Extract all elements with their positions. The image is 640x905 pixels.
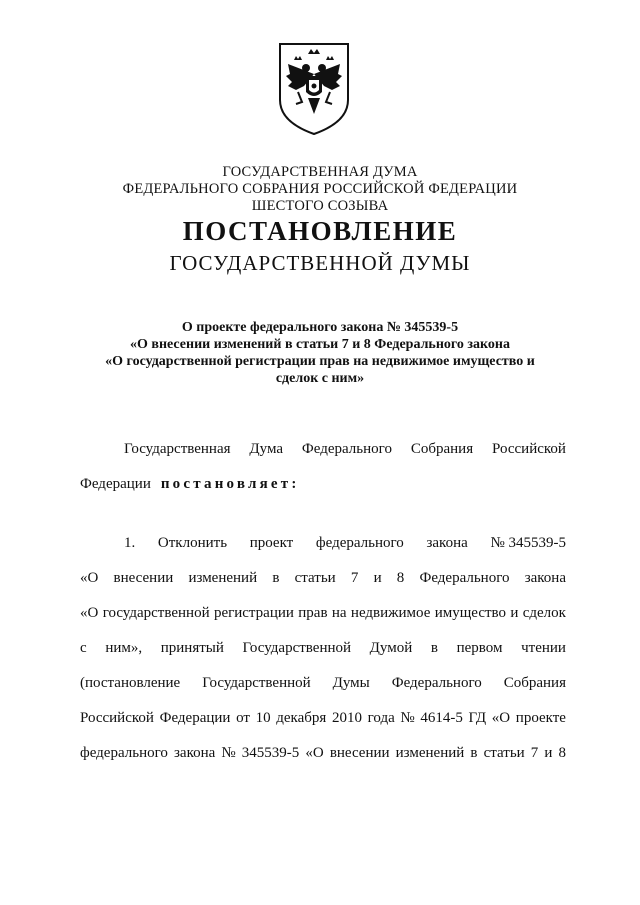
word: 4614-5 (420, 710, 463, 726)
word: изменений (188, 570, 258, 586)
word: № (400, 710, 415, 726)
word: 8 (558, 745, 566, 761)
word: 345539-5 (241, 745, 300, 761)
preamble-line-2 (80, 476, 566, 493)
word: регистрации (213, 605, 294, 621)
word: Собрания (410, 441, 474, 457)
word: «О (491, 710, 511, 726)
word: «О (80, 570, 99, 586)
word: Федерации (159, 710, 231, 726)
org-line-1: ГОСУДАРСТВЕННАЯ ДУМА (222, 164, 418, 180)
word: 2010 (331, 710, 362, 726)
word: прав (298, 605, 328, 621)
word: и (544, 745, 553, 761)
org-line-2: ФЕДЕРАЛЬНОГО СОБРАНИЯ РОССИЙСКОЙ ФЕДЕРАЦИИ (122, 181, 518, 197)
document-subtitle: ГОСУДАРСТВЕННОЙ ДУМЫ (169, 251, 471, 275)
word: от (236, 710, 250, 726)
clause1-line-6 (80, 710, 566, 727)
word: Думы (332, 675, 370, 691)
word: Государственной (242, 640, 352, 656)
word: с (80, 640, 87, 656)
clause1-line-3 (80, 605, 566, 622)
word: года (367, 710, 395, 726)
org-line-3: ШЕСТОГО СОЗЫВА (251, 198, 389, 214)
word: «О (80, 605, 99, 621)
word: закона (524, 570, 566, 586)
word: Государственной (202, 675, 311, 691)
word: ним», (105, 640, 143, 656)
word: внесении (329, 745, 390, 761)
word: на (331, 605, 347, 621)
word: 8 (396, 570, 405, 586)
clause1-line-5 (80, 675, 566, 692)
word: проекте (515, 710, 566, 726)
word: федерального (315, 535, 404, 551)
word: 7 (530, 745, 539, 761)
word: чтении (521, 640, 566, 656)
word: Собрания (503, 675, 566, 691)
word: закона (426, 535, 468, 551)
word: федерального (80, 745, 168, 761)
word: 1. (124, 535, 136, 551)
word: закона (173, 745, 216, 761)
coat-of-arms-icon (274, 40, 354, 136)
subject-line-2: «О внесении изменений в статьи 7 и 8 Федерального закона (130, 337, 510, 352)
word: 7 (350, 570, 359, 586)
word: в (272, 570, 280, 586)
clause1-line-7 (80, 745, 566, 762)
document-title: ПОСТАНОВЛЕНИЕ (182, 216, 458, 246)
word: сделок (522, 605, 566, 621)
word: декабря (276, 710, 327, 726)
preamble-line-1 (124, 441, 566, 458)
word: Думой (369, 640, 413, 656)
word: Федерального (419, 570, 510, 586)
subject-line-3: «О государственной регистрации прав на недвижимое имущество и (105, 354, 535, 369)
word: имущество (434, 605, 507, 621)
word: Российской (80, 710, 154, 726)
clause1-line-4 (80, 640, 566, 657)
word: принятый (160, 640, 224, 656)
word: Федерации (80, 476, 151, 492)
word: № 345539-5 (490, 535, 566, 551)
word: Федерального (391, 675, 482, 691)
clause1-line-2 (80, 570, 566, 587)
word: Государственная (124, 441, 231, 457)
word: в (430, 640, 438, 656)
word: внесении (113, 570, 174, 586)
word: № (221, 745, 236, 761)
clause1-line-1 (124, 535, 566, 552)
subject-line-1: О проекте федерального закона № 345539-5 (181, 320, 459, 335)
word: «О (305, 745, 324, 761)
word: Отклонить (157, 535, 228, 551)
word: статьи (483, 745, 525, 761)
word: статьи (294, 570, 336, 586)
word: Дума (249, 441, 284, 457)
word: ГД (468, 710, 487, 726)
word: Российской (492, 441, 566, 457)
word: и (373, 570, 382, 586)
word: первом (456, 640, 503, 656)
word: Федерального (301, 441, 392, 457)
word: недвижимое (350, 605, 431, 621)
word: (постановление (80, 675, 181, 691)
word: проект (249, 535, 294, 551)
word: в (470, 745, 478, 761)
word: и (510, 605, 519, 621)
word: государственной (102, 605, 210, 621)
subject-line-4: сделок с ним» (275, 371, 365, 386)
resolves-phrase: постановляет: (160, 476, 300, 492)
word: изменений (395, 745, 465, 761)
word: 10 (255, 710, 271, 726)
